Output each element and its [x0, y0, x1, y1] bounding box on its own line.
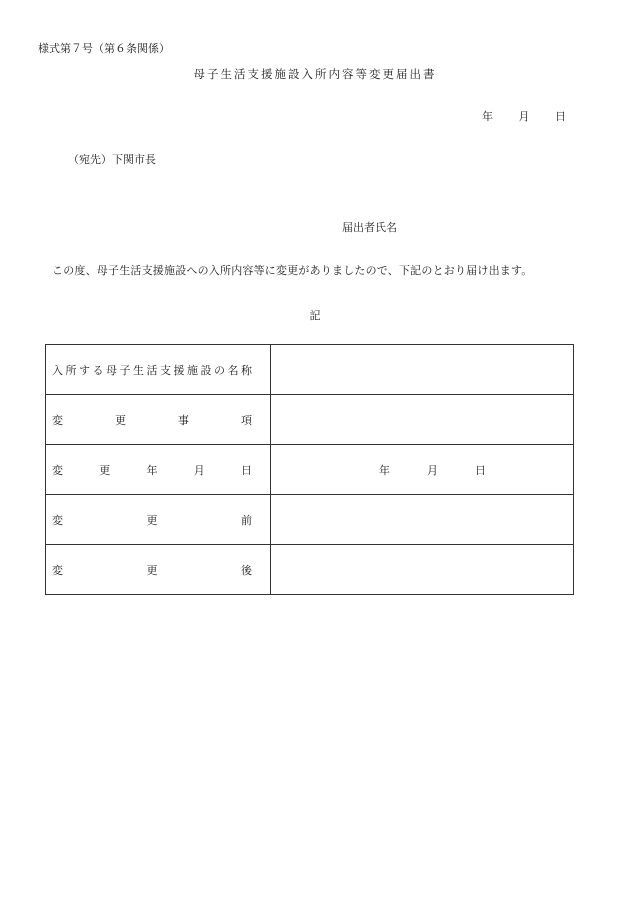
label-char: 名 [227, 363, 239, 377]
label-char: 支 [160, 363, 171, 377]
before-change-label [46, 495, 271, 545]
change-date-label [46, 445, 271, 495]
change-item-field[interactable] [271, 395, 574, 445]
label-char: 変 [52, 463, 63, 477]
label-char: 変 [52, 413, 63, 427]
table-row [46, 445, 574, 495]
form-table [45, 344, 574, 595]
change-date-month: 月 [427, 463, 438, 477]
label-char: 入 [52, 363, 63, 377]
date-year-label: 年 [482, 110, 493, 123]
label-char: る [92, 363, 104, 377]
label-char: 更 [146, 563, 158, 577]
label-char: 月 [193, 463, 205, 477]
body-text: この度、母子生活支援施設への入所内容等に変更がありましたので、下記のとおり届け出ます。 [52, 264, 533, 277]
label-char: の [214, 363, 225, 377]
date-day-label: 日 [555, 110, 566, 123]
label-char: 所 [65, 363, 77, 377]
label-char: 生 [133, 363, 144, 377]
label-chars [52, 362, 252, 378]
label-char: 項 [241, 413, 252, 427]
label-chars [52, 412, 252, 428]
label-char: 更 [115, 413, 126, 427]
table-row [46, 345, 574, 395]
label-chars [52, 462, 252, 478]
applicant-name-label: 届出者氏名 [342, 221, 397, 234]
label-char: 設 [200, 363, 212, 377]
after-change-field[interactable] [271, 545, 574, 595]
form-number: 様式第７号（第６条関係） [38, 42, 170, 55]
label-char: 後 [241, 563, 252, 577]
label-char: 称 [241, 363, 252, 377]
change-date-year: 年 [379, 463, 390, 477]
submission-date [482, 108, 566, 124]
label-char: 母 [106, 363, 117, 377]
change-date-field[interactable] [271, 445, 574, 495]
label-char: す [79, 363, 90, 377]
label-char: 活 [146, 363, 158, 377]
label-char: 施 [187, 363, 198, 377]
table-row [46, 395, 574, 445]
label-chars [52, 562, 252, 578]
change-item-label [46, 395, 271, 445]
label-chars [52, 512, 252, 528]
facility-name-field[interactable] [271, 345, 574, 395]
change-date-day: 日 [475, 463, 486, 477]
recipient: （宛先）下関市長 [68, 153, 156, 166]
facility-name-label [46, 345, 271, 395]
date-month-label: 月 [518, 110, 530, 123]
document-title: 母子生活支援施設入所内容等変更届出書 [193, 67, 437, 81]
table-row [46, 495, 574, 545]
label-char: 変 [52, 513, 63, 527]
label-char: 更 [99, 463, 111, 477]
ki-heading: 記 [309, 309, 321, 322]
label-char: 変 [52, 563, 63, 577]
label-char: 子 [119, 363, 131, 377]
label-char: 事 [178, 413, 189, 427]
label-char: 援 [173, 363, 185, 377]
before-change-field[interactable] [271, 495, 574, 545]
after-change-label [46, 545, 271, 595]
label-char: 更 [146, 513, 158, 527]
table-row [46, 545, 574, 595]
label-char: 前 [241, 513, 252, 527]
label-char: 年 [146, 463, 158, 477]
label-char: 日 [241, 463, 252, 477]
